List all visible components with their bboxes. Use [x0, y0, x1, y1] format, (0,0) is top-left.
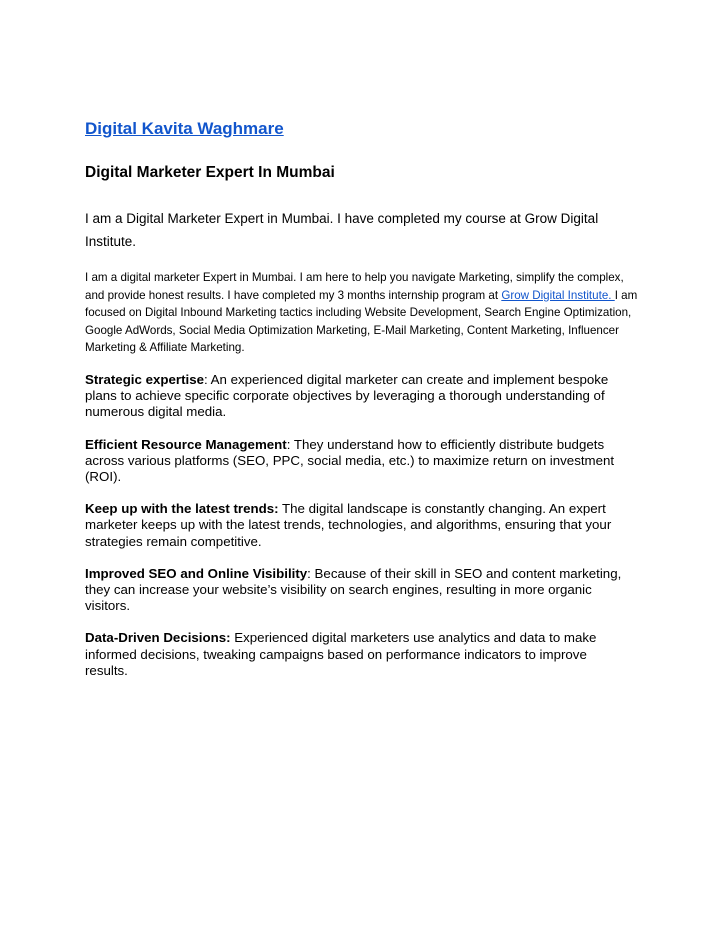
benefit-point	[85, 630, 625, 679]
benefit-point-text: : An experienced digital marketer can create and implement bespoke plans to achieve specific corporate objectives by leveraging a thorough understanding of numerous digital media.	[85, 372, 609, 420]
benefit-point	[85, 372, 625, 421]
benefit-points-list	[85, 372, 625, 695]
benefit-point-heading: Strategic expertise	[85, 372, 204, 387]
body-text-before-link: I am a digital marketer Expert in Mumbai. I am here to help you navigate Marketing, simplify the complex, and provide honest results. I have completed my 3 months internship program at	[85, 271, 624, 302]
document-subtitle: Digital Marketer Expert In Mumbai	[85, 164, 335, 181]
body-paragraph	[85, 269, 645, 357]
benefit-point	[85, 501, 625, 550]
benefit-point	[85, 437, 625, 486]
benefit-point-text: : Because of their skill in SEO and content marketing, they can increase your website’s visibility on search engines, resulting in more organic visitors.	[85, 565, 622, 614]
benefit-point	[85, 566, 625, 615]
body-text-after-link: I am focused on Digital Inbound Marketing tactics including Website Development, Search Engine Optimization, Google AdWords, Social Media Optimization Marketing, E-Mail Marketing, Content Marketing, Influencer Marketing & Affiliate Marketing.	[85, 288, 638, 355]
benefit-point-text: : They understand how to efficiently distribute budgets across various platforms (SEO, PPC, social media, etc.) to maximize return on investment (ROI).	[85, 436, 615, 485]
benefit-point-text: Experienced digital marketers use analytics and data to make informed decisions, tweaking campaigns based on performance indicators to improve results.	[85, 630, 597, 678]
intro-paragraph: I am a Digital Marketer Expert in Mumbai. I have completed my course at Grow Digital Institute.	[85, 211, 599, 249]
benefit-point-heading: Improved SEO and Online Visibility	[85, 565, 308, 581]
document-title-link[interactable]: Digital Kavita Waghmare	[85, 119, 284, 138]
benefit-point-heading: Efficient Resource Management	[85, 436, 287, 452]
benefit-point-heading: Data-Driven Decisions:	[85, 630, 231, 646]
benefit-point-heading: Keep up with the latest trends:	[85, 501, 279, 517]
benefit-point-text: The digital landscape is constantly changing. An expert marketer keeps up with the latest trends, technologies, and algorithms, ensuring that your strategies remain competitive.	[85, 501, 612, 549]
grow-digital-institute-link[interactable]: Grow Digital Institute.	[501, 288, 615, 302]
